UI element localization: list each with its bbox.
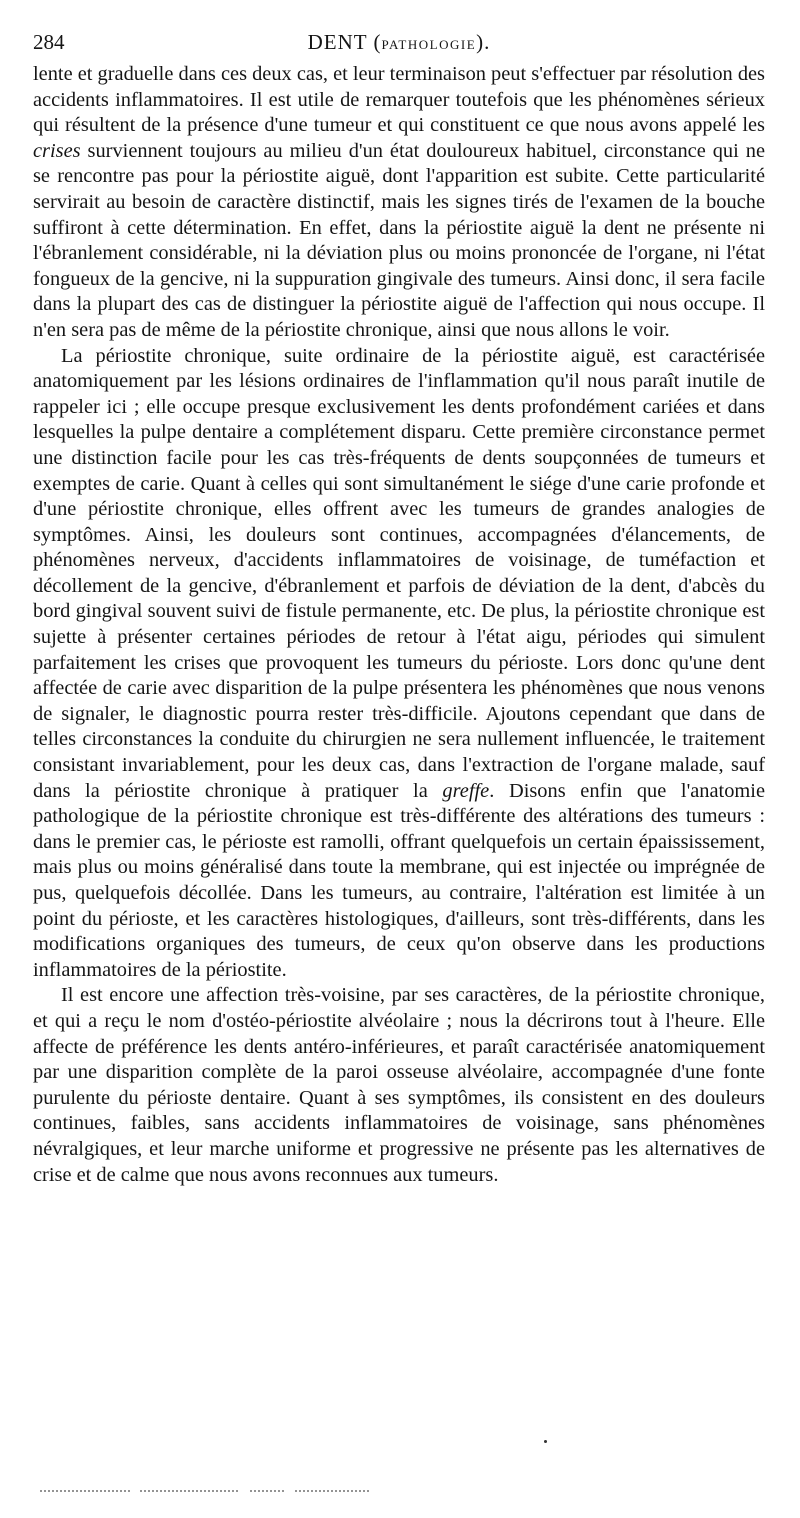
paragraph-2-text: La périostite chronique, suite ordinaire de la périostite aiguë, est caractérisée anatomiquement par les lésions ordinaires de l'inflammation qu'il nous paraît inutile de rappeler ici ; elle occupe presque exclusivement les dents profondément cariées et dans lesquelles la pulpe dentaire a complétement disparu. Cette première circonstance permet une distinction facile pour les cas très-fréquents de dents soupçonnées de tumeurs et exemptes de carie. Quant à celles qui sont simultanément le siége d'une carie profonde et d'une périostite chronique, elles offrent avec les tumeurs de grandes analogies de symptômes. Ainsi, les douleurs sont continues, accompagnées d'élancements, de phénomènes nerveux, d'accidents inflammatoires de voisinage, de tuméfaction et décollement de la gencive, d'ébranlement et parfois de déviation de la dent, d'abcès du bord gingival souvent suivi de fistule permanente, etc. De plus, la périostite chronique est sujette à présenter certaines périodes de retour à l'état aigu, périodes qui simulent parfaitement les crises que provoquent les tumeurs du périoste. Lors donc qu'une dent affectée de carie avec disparition de la pulpe présentera les phénomènes que nous venons de signaler, le diagnostic pourra rester très-difficile. Ajoutons cependant que dans de telles circonstances la conduite du chirurgien ne sera nullement influencée, le traitement consistant invariablement, pour les deux cas, dans l'extraction de l'organe malade, sauf dans la périostite chronique à pratiquer la — [33, 344, 765, 802]
footer-dotted-rule — [40, 1488, 370, 1494]
page-number: 284 — [33, 30, 65, 54]
running-head-close: ). — [476, 30, 491, 54]
paragraph-2-emphasis: greffe — [442, 779, 490, 802]
paragraph-3-text: Il est encore une affection très-voisine, par ses caractères, de la périostite chronique, et qui a reçu le nom d'ostéo-périostite alvéolaire ; nous la décrirons tout à l'heure. Elle affecte de préférence les dents antéro-inférieures, et paraît caractérisée anatomiquement par une disparition complète de la paroi osseuse alvéolaire, accompagnée d'une fonte purulente du périoste dentaire. Quant à ses symptômes, ils consistent en des douleurs continues, faibles, sans accidents inflammatoires de voisinage, sans phénomènes névralgiques, et leur marche uniforme et progressive ne présente pas les alternatives de crise et de calme que nous avons reconnues aux tumeurs. — [33, 984, 765, 1186]
running-head-subtitle: PATHOLOGIE — [381, 37, 477, 52]
page-header — [33, 28, 765, 56]
body-text — [33, 62, 765, 1188]
paragraph-2-text-end: . Disons enfin que l'anatomie pathologique de la périostite chronique est très-différente des altérations des tumeurs : dans le premier cas, le périoste est ramolli, offrant quelquefois un certain épaississement, mais plus ou moins généralisé dans toute la membrane, qui est injectée ou imprégnée de pus, quelquefois décollée. Dans les tumeurs, au contraire, l'altération est limitée à un point du périoste, et les caractères histologiques, d'ailleurs, sont très-différents, dans les modifications organiques des tumeurs, de ceux qu'on observe dans les productions inflammatoires de la périostite. — [33, 779, 765, 981]
paragraph-1-text: lente et graduelle dans ces deux cas, et leur terminaison peut s'effectuer par résolution des accidents inflammatoires. Il est utile de remarquer toutefois que les phénomènes sérieux qui résultent de la présence d'une tumeur et qui constituent ce que nous avons appelé les — [33, 63, 765, 137]
paragraph-1-text-end: surviennent toujours au milieu d'un état douloureux habituel, circonstance qui ne se rencontre pas pour la périostite aiguë, dont l'apparition est subite. Cette particularité servirait au besoin de caractère distinctif, mais les signes tirés de l'examen de la bouche suffiront à cette détermination. En effet, dans la périostite aiguë la dent ne présente ni l'ébranlement considérable, ni la déviation plus ou moins prononcée de l'organe, ni l'état fongueux de la gencive, ni la suppuration gingivale des tumeurs. Ainsi donc, il sera facile dans la plupart des cas de distinguer la périostite aiguë de l'affection qui nous occupe. Il n'en sera pas de même de la périostite chronique, ainsi que nous allons le voir. — [33, 139, 765, 341]
running-head — [33, 28, 765, 59]
paragraph-1-emphasis: crises — [33, 139, 81, 162]
paragraph-2 — [33, 344, 765, 984]
print-speck — [544, 1440, 547, 1443]
paragraph-3 — [33, 983, 765, 1188]
running-head-main: DENT ( — [307, 30, 382, 54]
paragraph-1 — [33, 62, 765, 344]
